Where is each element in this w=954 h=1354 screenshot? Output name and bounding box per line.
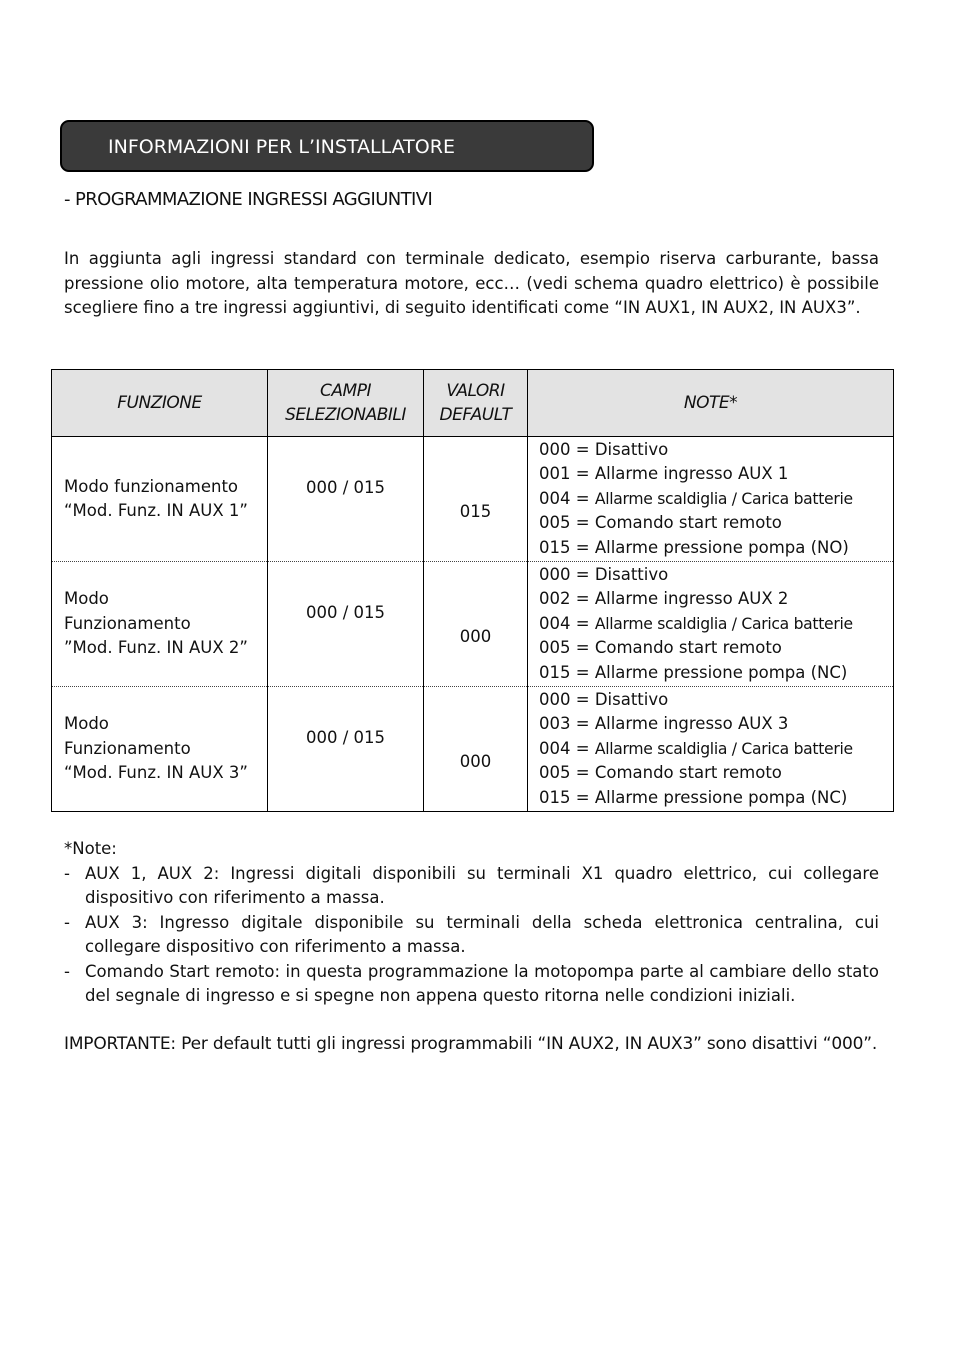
banner-title: INFORMAZIONI PER L’INSTALLATORE [108, 136, 455, 158]
parameters-table [51, 369, 894, 812]
cell-notes [528, 562, 894, 687]
note-line: 000 = Disattivo [539, 439, 669, 459]
footnote-item: - AUX 1, AUX 2: Ingressi digitali disponibili su terminali X1 quadro elettrico, cui collegare dispositivo con riferimento a massa. [64, 863, 879, 907]
cell-notes [528, 437, 894, 562]
note-line: 015 = Allarme pressione pompa (NC) [539, 662, 848, 682]
footnote-item: - AUX 3: Ingresso digitale disponibile su terminali della scheda elettronica centralina, cui collegare dispositivo con riferimento a massa. [64, 912, 879, 956]
header-campi-selezionabili: CAMPI SELEZIONABILI [268, 370, 424, 437]
cell-funzione: Modo funzionamento “Mod. Funz. IN AUX 1” [52, 437, 268, 562]
footnotes-list [64, 862, 879, 1009]
table-header-row [52, 370, 894, 437]
cell-campi: 000 / 015 [268, 687, 424, 812]
note-line: 005 = Comando start remoto [539, 513, 782, 533]
cell-campi: 000 / 015 [268, 437, 424, 562]
cell-default: 000 [424, 562, 528, 687]
cell-default: 000 [424, 687, 528, 812]
note-line: 005 = Comando start remoto [539, 638, 782, 658]
intro-paragraph: In aggiunta agli ingressi standard con terminale dedicato, esempio riserva carburante, bassa pressione olio motore, alta temperatura motore, ecc… (vedi schema quadro elettrico) è possibile scegliere fino a tre ingressi aggiuntivi, di seguito identificati come “IN AUX1, IN AUX2, IN AUX3”. [64, 249, 879, 317]
note-line: 005 = Comando start remoto [539, 763, 782, 783]
header-note: NOTE* [528, 370, 894, 437]
note-line: 015 = Allarme pressione pompa (NC) [539, 787, 848, 807]
note-line: 004 = Allarme scaldiglia / Carica batterie [539, 613, 853, 633]
cell-default: 015 [424, 437, 528, 562]
footnote-item: - Comando Start remoto: in questa programmazione la motopompa parte al cambiare dello stato del segnale di ingresso e si spegne non appena questo ritorna nelle condizioni iniziali. [64, 961, 879, 1005]
header-funzione: FUNZIONE [52, 370, 268, 437]
important-note: IMPORTANTE: Per default tutti gli ingressi programmabili “IN AUX2, IN AUX3” sono disattivi “000”. [64, 1034, 878, 1054]
note-line: 003 = Allarme ingresso AUX 3 [539, 714, 789, 734]
cell-funzione: Modo Funzionamento ”Mod. Funz. IN AUX 2” [52, 562, 268, 687]
note-line: 002 = Allarme ingresso AUX 2 [539, 589, 789, 609]
header-valori-default: VALORI DEFAULT [424, 370, 528, 437]
cell-funzione: Modo Funzionamento “Mod. Funz. IN AUX 3” [52, 687, 268, 812]
table-row [52, 437, 894, 562]
note-line: 015 = Allarme pressione pompa (NO) [539, 537, 849, 557]
section-title: - PROGRAMMAZIONE INGRESSI AGGIUNTIVI [64, 189, 433, 210]
section-banner [60, 120, 594, 172]
cell-notes [528, 687, 894, 812]
note-line: 000 = Disattivo [539, 564, 669, 584]
note-line: 004 = Allarme scaldiglia / Carica batterie [539, 488, 853, 508]
footnotes [64, 837, 879, 1009]
footnotes-heading: *Note: [64, 839, 117, 858]
note-line: 004 = Allarme scaldiglia / Carica batterie [539, 738, 853, 758]
table-row [52, 562, 894, 687]
note-line: 001 = Allarme ingresso AUX 1 [539, 464, 789, 484]
table-row [52, 687, 894, 812]
note-line: 000 = Disattivo [539, 689, 669, 709]
cell-campi: 000 / 015 [268, 562, 424, 687]
